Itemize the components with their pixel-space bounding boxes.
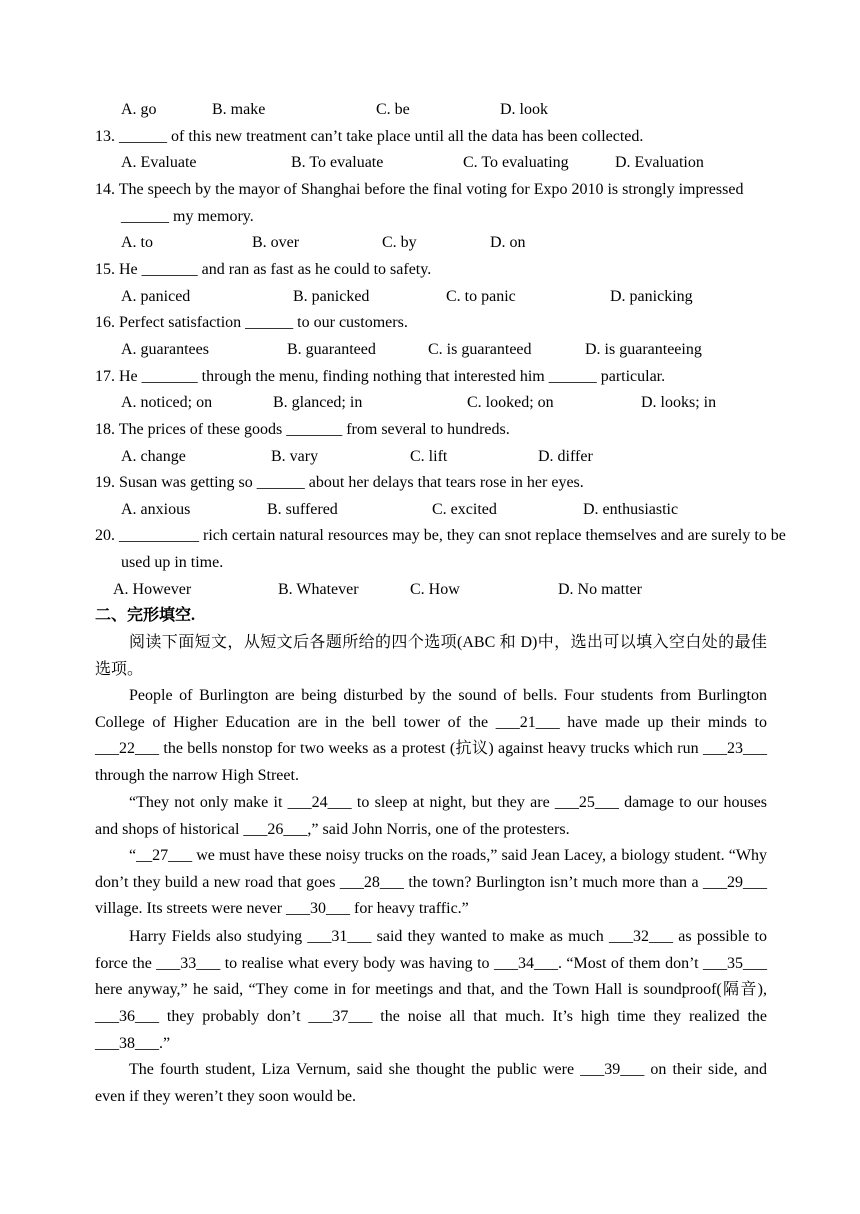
option-d: D. No matter [558, 581, 642, 598]
option-c: C. is guaranteed [428, 341, 532, 358]
option-c: C. excited [432, 501, 497, 518]
option-d: D. Evaluation [615, 154, 704, 171]
option-a: A. go [121, 101, 157, 118]
q17-options [0, 390, 860, 417]
option-b: B. vary [271, 448, 319, 465]
passage-paragraph-4: Harry Fields also studying ___31___ said they wanted to make as much ___32___ as possible to force the ___33___ to realise what every body was having to ___34___. “Most of them don’t ___35___ here anyway,” he said, “They come in for meetings and that, and the Town Hall is soundproof(隔音), ___36___ they probably don’t ___37___ the noise all that much. It’s high time they realized the ___38___.” [95, 928, 767, 1052]
option-a: A. Evaluate [121, 154, 197, 171]
option-b: B. To evaluate [291, 154, 384, 171]
option-a: A. guarantees [121, 341, 209, 358]
option-a: A. anxious [121, 501, 191, 518]
option-b: B. glanced; in [273, 394, 363, 411]
option-b: B. suffered [267, 501, 338, 518]
option-c: C. to panic [446, 288, 516, 305]
option-a: A. paniced [121, 288, 191, 305]
q20-options [0, 577, 860, 604]
question-17-stem: 17. He _______ through the menu, finding nothing that interested him ______ particular. [95, 368, 666, 385]
q16-options [0, 337, 860, 364]
option-c: C. How [410, 581, 460, 598]
option-b: B. make [212, 101, 266, 118]
q18-options [0, 444, 860, 471]
option-d: D. look [500, 101, 548, 118]
option-b: B. guaranteed [287, 341, 376, 358]
question-16-stem: 16. Perfect satisfaction ______ to our customers. [95, 314, 408, 331]
q15-options [0, 284, 860, 311]
option-d: D. is guaranteeing [585, 341, 702, 358]
option-a: A. noticed; on [121, 394, 213, 411]
option-c: C. by [382, 234, 417, 251]
option-c: C. To evaluating [463, 154, 569, 171]
option-b: B. Whatever [278, 581, 359, 598]
passage-paragraph-1: People of Burlington are being disturbed by the sound of bells. Four students from Burlington College of Higher Education are in the bell tower of the ___21___ have made up their minds to ___22___ the bells nonstop for two weeks as a protest (抗议) against heavy trucks which run ___23___ through the narrow High Street. [95, 687, 767, 785]
question-19-stem: 19. Susan was getting so ______ about her delays that tears rose in her eyes. [95, 474, 584, 491]
q12-options [0, 97, 860, 124]
option-a: A. However [113, 581, 192, 598]
option-d: D. panicking [610, 288, 693, 305]
passage-paragraph-5: The fourth student, Liza Vernum, said she thought the public were ___39___ on their side, and even if they weren’t they soon would be. [95, 1061, 767, 1105]
question-14-stem: 14. The speech by the mayor of Shanghai before the final voting for Expo 2010 is strongly impressed ______ my memory. [95, 181, 744, 225]
q13-options [0, 150, 860, 177]
option-c: C. be [376, 101, 410, 118]
section-instruction: 阅读下面短文，从短文后各题所给的四个选项(ABC 和 D)中，选出可以填入空白处的最佳选项。 [95, 634, 767, 678]
option-d: D. differ [538, 448, 593, 465]
option-a: A. change [121, 448, 186, 465]
option-d: D. enthusiastic [583, 501, 679, 518]
option-d: D. on [490, 234, 526, 251]
section-heading: 二、完形填空. [95, 607, 196, 624]
q19-options [0, 497, 860, 524]
option-d: D. looks; in [641, 394, 717, 411]
option-c: C. looked; on [467, 394, 554, 411]
question-18-stem: 18. The prices of these goods _______ from several to hundreds. [95, 421, 510, 438]
passage-paragraph-3: “__27___ we must have these noisy trucks on the roads,” said Jean Lacey, a biology student. “Why don’t they build a new road that goes ___28___ the town? Burlington isn’t much more than a ___29___ village. Its streets were never ___30___ for heavy traffic.” [95, 847, 767, 918]
option-b: B. over [252, 234, 300, 251]
q14-options [0, 230, 860, 257]
question-15-stem: 15. He _______ and ran as fast as he could to safety. [95, 261, 432, 278]
option-c: C. lift [410, 448, 448, 465]
option-a: A. to [121, 234, 153, 251]
question-20-stem: 20. __________ rich certain natural resources may be, they can snot replace themselves and are surely to be used up in time. [95, 527, 786, 571]
passage-paragraph-2: “They not only make it ___24___ to sleep at night, but they are ___25___ damage to our houses and shops of historical ___26___,” said John Norris, one of the protesters. [95, 794, 767, 838]
option-b: B. panicked [293, 288, 370, 305]
question-13-stem: 13. ______ of this new treatment can’t take place until all the data has been collected. [95, 128, 644, 145]
